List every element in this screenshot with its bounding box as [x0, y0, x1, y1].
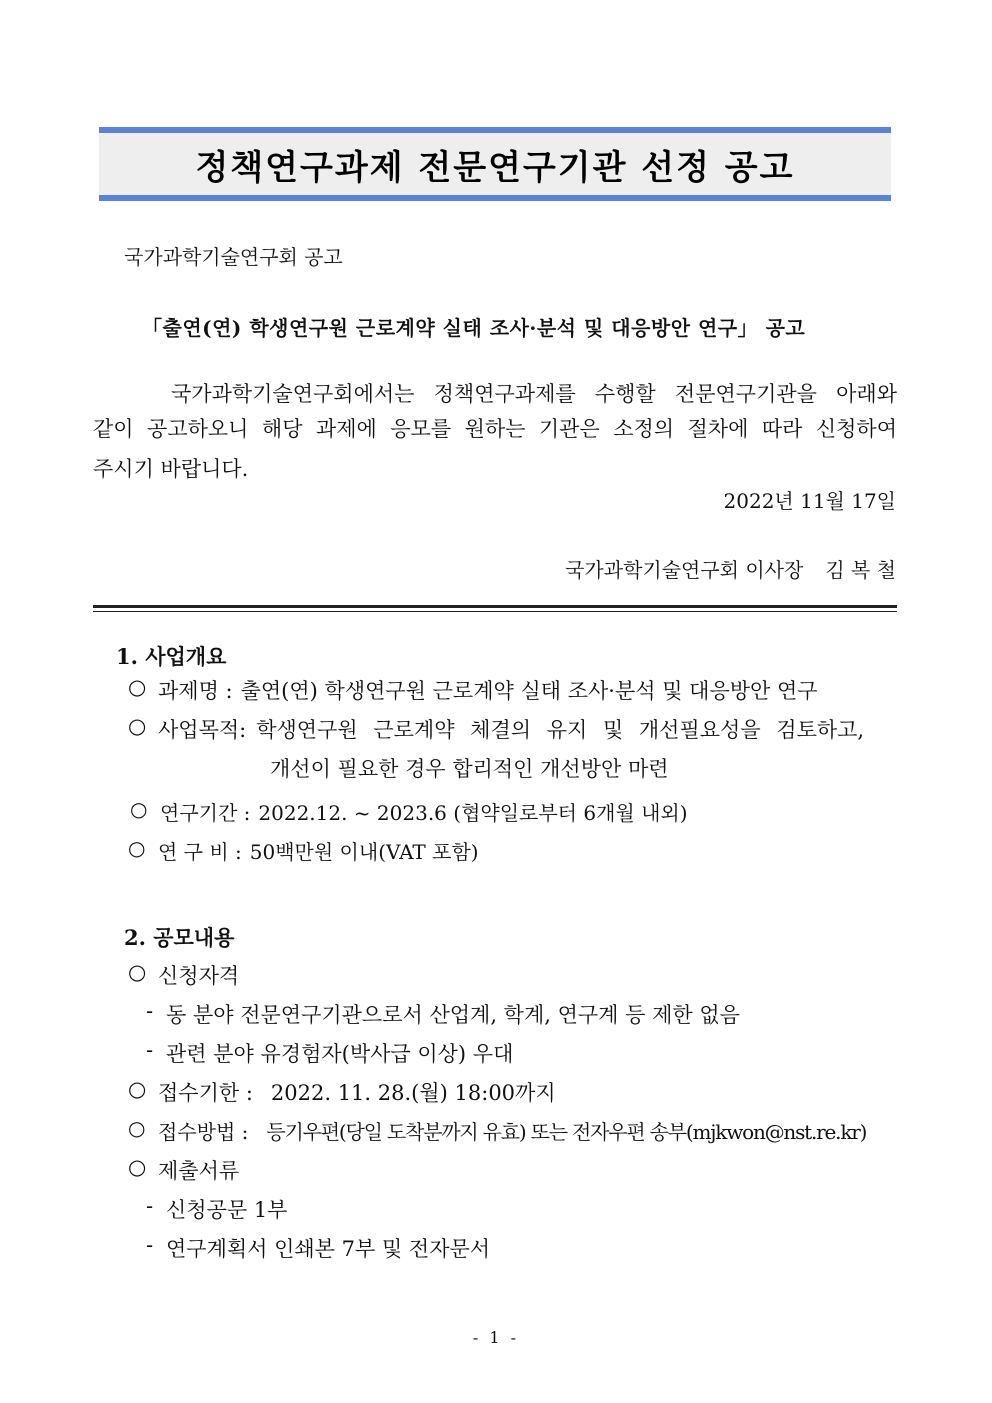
- dash-icon: -: [146, 1233, 154, 1257]
- signature-title: 국가과학기술연구회 이사장: [565, 558, 804, 582]
- title-banner: [99, 127, 891, 201]
- section1-item-budget: [128, 836, 479, 865]
- bullet-circle-icon: ○: [128, 836, 146, 860]
- section2-eligibility: [128, 960, 239, 990]
- budget-label: 연 구 비 :: [158, 840, 242, 864]
- subject-line: 「출연(연) 학생연구원 근로계약 실태 조사·분석 및 대응방안 연구」 공고: [142, 316, 806, 340]
- period-value: 2022.12. ~ 2023.6 (협약일로부터 6개월 내외): [258, 801, 688, 825]
- bullet-circle-icon: ○: [128, 1116, 146, 1140]
- bullet-circle-icon: ○: [130, 797, 148, 821]
- deadline-label: 접수기한 :: [158, 1081, 253, 1105]
- dash-icon: -: [146, 1038, 154, 1062]
- bullet-circle-icon: ○: [128, 960, 147, 984]
- method-label: 접수방법 :: [158, 1120, 249, 1144]
- intro-line-1: 국가과학기술연구회에서는 정책연구과제를 수행할 전문연구기관을 아래와: [171, 382, 897, 406]
- divider-thick: [93, 605, 897, 608]
- bullet-circle-icon: ○: [128, 1077, 147, 1101]
- page-title: 정책연구과제 전문연구기관 선정 공고: [195, 147, 795, 188]
- method-value: 등기우편(당일 도착분까지 유효) 또는 전자우편 송부(mjkwon@nst.re.kr): [266, 1120, 867, 1144]
- documents-label: 제출서류: [158, 1159, 240, 1183]
- section1-item-period: [130, 797, 688, 826]
- eligibility-sub-2: [146, 1038, 513, 1068]
- documents-sub-2: [146, 1233, 490, 1263]
- period-label: 연구기간 :: [160, 801, 251, 825]
- section2-deadline: [128, 1077, 556, 1107]
- divider-thin: [93, 611, 897, 612]
- purpose-value-1: 학생연구원 근로계약 체결의 유지 및 개선필요성을 검토하고,: [256, 718, 865, 742]
- page-number: - 1 -: [472, 1328, 520, 1347]
- section2-documents: [128, 1155, 239, 1185]
- signature: [565, 554, 896, 583]
- notice-date: 2022년 11월 17일: [723, 489, 896, 513]
- section1-item-purpose: [128, 714, 864, 744]
- eligibility-sub-1: [146, 999, 740, 1029]
- task-label: 과제명 :: [158, 679, 233, 703]
- dash-icon: -: [146, 999, 154, 1023]
- deadline-value: 2022. 11. 28.(월) 18:00까지: [270, 1081, 556, 1105]
- eligibility-sub-1-text: 동 분야 전문연구기관으로서 산업계, 학계, 연구계 등 제한 없음: [166, 1003, 740, 1027]
- intro-line-2: 같이 공고하오니 해당 과제에 응모를 원하는 기관은 소정의 절차에 따라 신청하여: [93, 417, 897, 441]
- dash-icon: -: [146, 1194, 154, 1218]
- purpose-label: 사업목적:: [158, 718, 247, 742]
- bullet-circle-icon: ○: [128, 714, 147, 738]
- budget-value: 50백만원 이내(VAT 포함): [249, 840, 479, 864]
- purpose-value-2: 개선이 필요한 경우 합리적인 개선방안 마련: [270, 757, 669, 781]
- bullet-circle-icon: ○: [128, 1155, 147, 1179]
- documents-sub-1-text: 신청공문 1부: [166, 1198, 288, 1222]
- eligibility-sub-2-text: 관련 분야 유경험자(박사급 이상) 우대: [166, 1042, 514, 1066]
- documents-sub-2-text: 연구계획서 인쇄본 7부 및 전자문서: [166, 1237, 491, 1261]
- bullet-circle-icon: ○: [128, 675, 147, 699]
- section1-heading: 1. 사업개요: [116, 644, 227, 669]
- signature-name: 김 복 철: [825, 558, 896, 582]
- task-value: 출연(연) 학생연구원 근로계약 실태 조사·분석 및 대응방안 연구: [240, 679, 818, 703]
- section2-heading: 2. 공모내용: [124, 925, 235, 950]
- issuer-notice: 국가과학기술연구회 공고: [124, 245, 343, 269]
- section1-item-task: [128, 675, 818, 705]
- eligibility-label: 신청자격: [158, 964, 240, 988]
- intro-line-3: 주시기 바랍니다.: [93, 457, 249, 481]
- documents-sub-1: [146, 1194, 287, 1224]
- section2-method: [128, 1116, 866, 1145]
